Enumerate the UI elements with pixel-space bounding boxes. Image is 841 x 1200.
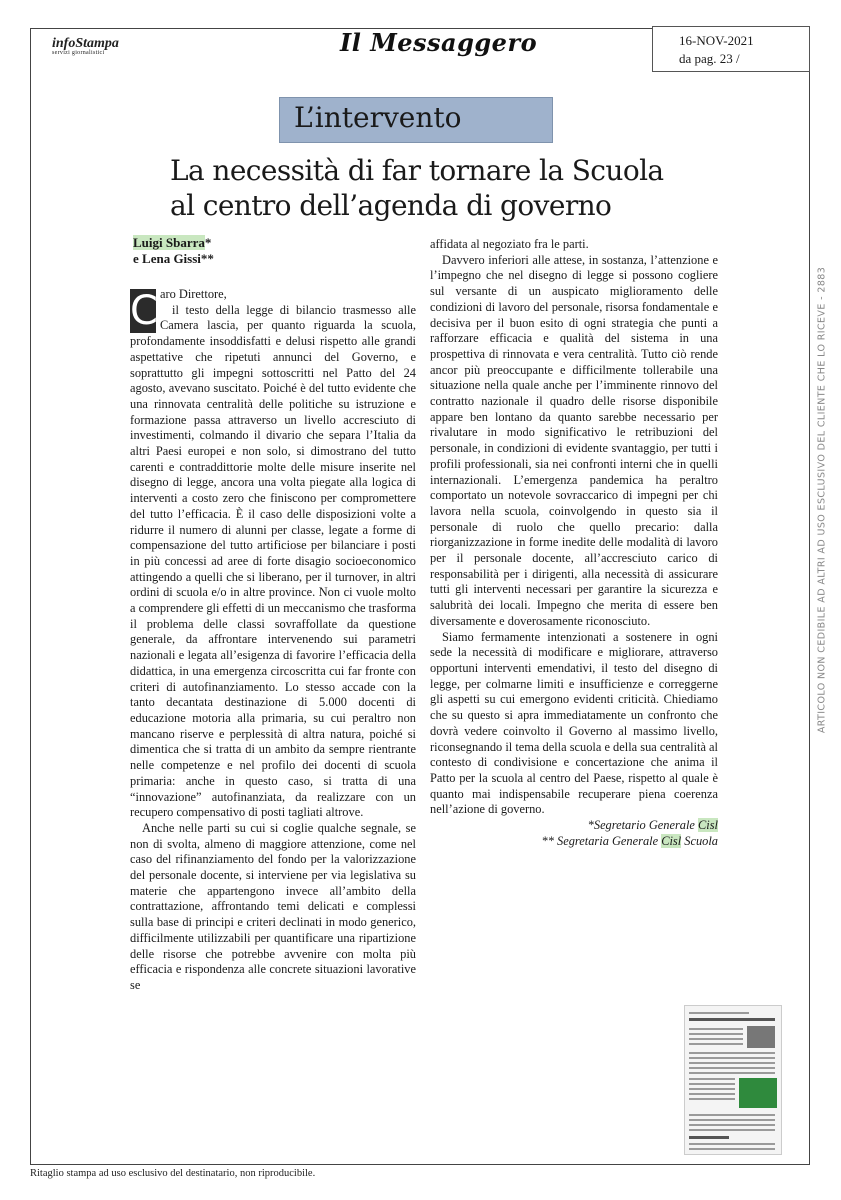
headline-line-2: al centro dell’agenda di governo — [170, 189, 612, 222]
byline — [133, 235, 214, 267]
rubric-label: L’intervento — [294, 101, 462, 134]
paragraph-2: Anche nelle parti su cui si coglie qualche segnale, se non di svolta, almeno di maggiore attenzione, come nel caso del rifinanziamento del fondo per la valorizzazione del personale docente, si interviene per via legislativa su materie che appartengono invece all’ambito della contrattazione, affrontando temi delicati e complessi sulla base di principi e criteri declinati in modo generico, difficilmente utilizzabili per quantificare una ripartizione delle risorse che potrebbe avvenire con molta più efficacia e rispondenza alle concrete situazioni lavorative se — [130, 820, 416, 992]
drop-cap: C — [130, 288, 158, 334]
paragraph-2-continued: affidata al negoziato fra le parti. — [430, 237, 589, 251]
page-thumbnail — [684, 1005, 782, 1155]
section-rubric — [279, 97, 553, 143]
signature-2-suffix: Scuola — [681, 833, 718, 848]
article-headline — [170, 153, 710, 223]
signature-1-role: *Segretario Generale — [587, 818, 699, 833]
signature-2 — [430, 834, 718, 850]
signature-2-org: Cisl — [661, 833, 682, 848]
article-column-2 — [430, 237, 718, 849]
agency-logo — [52, 36, 119, 56]
agency-name: infoStampa — [52, 36, 119, 51]
publication-date: 16-NOV-2021 — [679, 33, 754, 48]
side-disclaimer-text: ARTICOLO NON CEDIBILE AD ALTRI AD USO ESCLUSIVO DEL CLIENTE CHE LO RICEVE - 2883 — [816, 266, 828, 734]
signature-1-org: Cisl — [698, 818, 718, 833]
signature-1 — [430, 818, 718, 834]
article-column-1 — [130, 287, 416, 994]
paragraph-1: il testo della legge di bilancio trasmesso alle Camera lascia, per quanto riguarda la scuola, profondamente insoddisfatti e delusi rispetto alle grandi aspettative che ripetuti annunci del Governo, e soprattutto gli impegni sottoscritti nel Patto del 24 agosto, avevano suscitato. Poiché è del tutto evidente che una rinnovata centralità delle politiche su istruzione e formazione passa attraverso un livello accresciuto di investimenti, colmando il divario che separa l’Italia da altri Paesi europei e non solo, si dimostrano del tutto carenti e contraddittorie molte delle misure inserite nel disegno di legge, ancora una volta piegate alla logica di interventi a costo zero che finiscono per compromettere del tutto l’efficacia. È il caso delle disposizioni volte a ridurre il numero di alunni per classe, legate a forme di compensazione del tutto artificiose per bilanciare i posti in più concessi ad aree di forte disagio socioeconomico attingendo a quelli che si liberano, per il turnover, in altri ordini di scuola e/o in altre province. Non ci vuole molto a comprendere gli effetti di un meccanismo che trasforma il problema delle classi sovraffollate da questione generale, da affrontare intervenendo sui parametri nazionali e legata all’esigenza di favorire l’efficacia della didattica, in una emergenza circoscritta cui far fronte con criteri di autofinanziamento. Lo stesso accade con la tanto decantata destinazione di 5.000 docenti di educazione motoria alla primaria, su cui peraltro non mancano riserve e perplessità di altra natura, poiché si dimentica che si tratta di un ambito da sempre rientrante nelle competenze e nel profilo dei docenti di scuola primaria: anche in questo caso, si tratta di una “innovazione” autofinanziata, da realizzare con un recupero compensativo di posti tagliati altrove. — [130, 302, 417, 820]
newspaper-masthead: Il Messaggero — [340, 28, 538, 57]
footer-note: Ritaglio stampa ad uso esclusivo del destinatario, non riproducibile. — [30, 1168, 316, 1179]
page-reference: da pag. 23 / — [679, 51, 740, 66]
thumbnail-highlight — [739, 1078, 777, 1108]
author-2: e Lena Gissi** — [133, 251, 214, 266]
paragraph-3: Davvero inferiori alle attese, in sostanza, l’attenzione e l’impegno che nel disegno di legge si possono cogliere sul versante di un auspicato miglioramento delle condizioni di lavoro del personale, risorsa fondamentale e decisiva per il buon esito di ogni strategia che punti a rafforzare efficacia e qualità del sistema in una prospettiva di rinnovata e vera centralità. Tutto ciò rende ancor più preoccupante e difficilmente tollerabile una situazione nella quale anche per l’imminente rinnovo del contratto nazionale il quadro delle risorse disponibile appare ben lontano da quanto sarebbe necessario per rivalutare in modo significativo le retribuzioni del personale, in condizioni di evidente svantaggio, per tutti i profili professionali, sia nei confronti interni che in quelli internazionali. L’emergenza pandemica ha peraltro comportato un notevole sovraccarico di impegni per chi lavora nella scuola, coinvolgendo in questo sia il personale di ruolo che quello precario: dalla riorganizzazione in forme inedite delle modalità di lavoro per il personale docente, all’accresciuto carico di responsabilità per i dirigenti, alla necessità di assicurare tutti gli interventi necessari per garantire la sicurezza e salubrità dei locali. Impegno che merita di essere ben diversamente e doverosamente riconosciuto. — [430, 252, 718, 628]
author-1: Luigi Sbarra — [133, 235, 205, 250]
headline-line-1: La necessità di far tornare la Scuola — [170, 154, 664, 187]
salutation: aro Direttore, — [160, 287, 227, 301]
author-1-mark: * — [204, 235, 212, 250]
signature-2-role: ** Segretaria Generale — [541, 833, 662, 848]
paragraph-4: Siamo fermamente intenzionati a sostenere in ogni sede la necessità di modificare e migliorare, attraverso opportuni interventi emendativi, il testo del disegno di legge, per colmarne limiti e insufficienze e correggerne gli aspetti su cui emergono evidenti criticità. Chiediamo che su questo si apra immediatamente un confronto che dovrà vedere coinvolto il Governo al massimo livello, riconsegnando il tema della scuola e della sua centralità al contesto di condivisione e concertazione che anima il Patto per la scuola al centro del Paese, rispetto al quale è quanto mai indispensabile recuperare piena coerenza nell’azione di governo. — [430, 629, 718, 817]
side-disclaimer — [815, 120, 829, 880]
agency-tagline: servizi giornalistici — [52, 50, 105, 56]
date-box — [652, 26, 810, 72]
